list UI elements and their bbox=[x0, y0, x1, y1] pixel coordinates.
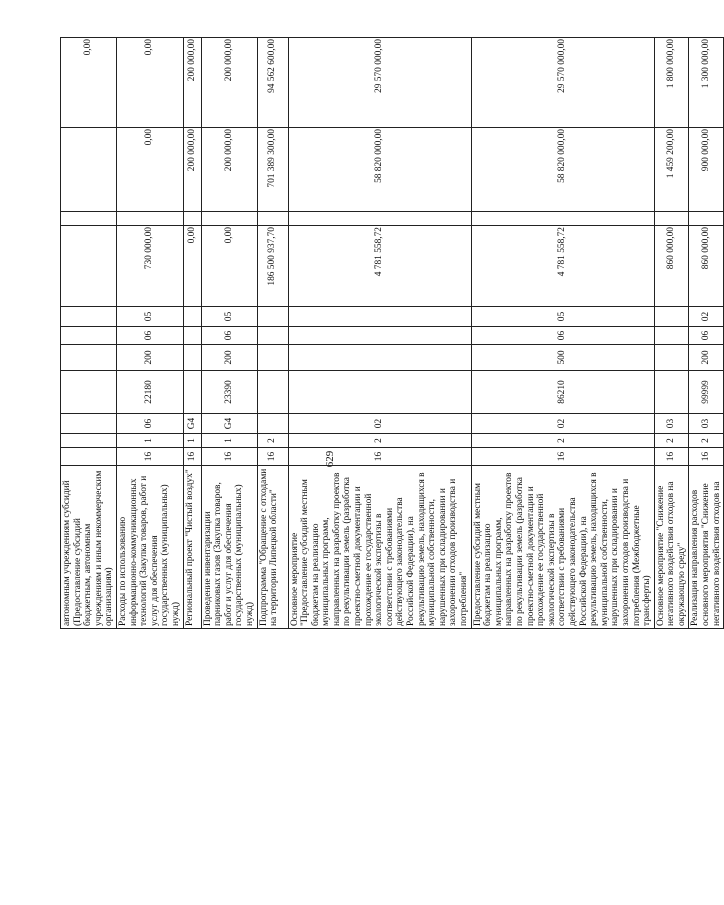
code-measure: G4 bbox=[201, 414, 257, 434]
sum-col-3: 1 459 200,00 bbox=[654, 128, 689, 212]
row-name: Основное мероприятие "Снижение негативного воздействия отходов на окружающую среду" bbox=[654, 466, 689, 629]
row-name: Региональный проект "Чистый воздух" bbox=[183, 466, 201, 629]
sum-col-2 bbox=[689, 212, 724, 226]
code-expense-type: 200 bbox=[201, 345, 257, 371]
page-number: 629 bbox=[324, 450, 336, 468]
code-gr: 16 bbox=[288, 448, 471, 466]
code-direction: 99999 bbox=[689, 371, 724, 414]
code-subprogram: 1 bbox=[183, 434, 201, 448]
sum-col-1: 4 781 558,72 bbox=[471, 226, 654, 307]
sum-col-1: 730 000,00 bbox=[116, 226, 183, 307]
code-measure: 03 bbox=[654, 414, 689, 434]
sum-col-1: 860 000,00 bbox=[689, 226, 724, 307]
code-gr: 16 bbox=[183, 448, 201, 466]
code-direction: 23390 bbox=[201, 371, 257, 414]
row-name: Расходы по использованию информационно-коммуникационных технологий (Закупка товаров, работ и услуг для обеспечения государственных (муниципальных) нужд) bbox=[116, 466, 183, 629]
sum-col-4: 1 800 000,00 bbox=[654, 38, 689, 128]
row-name: автономным учреждениям субсидий (Предоставление субсидий бюджетным, автономным учреждениям и иным некоммерческим организациям) bbox=[61, 466, 117, 629]
table-row bbox=[183, 38, 201, 629]
sum-col-4: 29 570 000,00 bbox=[471, 38, 654, 128]
code-direction bbox=[654, 371, 689, 414]
code-gr: 16 bbox=[116, 448, 183, 466]
code-section bbox=[257, 327, 288, 345]
code-subprogram: 2 bbox=[689, 434, 724, 448]
code-expense-type bbox=[61, 345, 117, 371]
code-measure: 02 bbox=[288, 414, 471, 434]
row-name: Предоставление субсидий местным бюджетам на реализацию муниципальных программ, направленных на разработку проектов по рекультивации земель (разработка проектно-сметной документации и прохождение ее государственной экологической экспертизы в соответствии с требованиями действующего законодательства Российской Федерации), на рекультивацию земель, находящихся в муниципальной собственности, нарушенных при складировании и захоронении отходов производства и потребления (Межбюджетные трансферты) bbox=[471, 466, 654, 629]
code-subprogram bbox=[61, 434, 117, 448]
code-section: 06 bbox=[201, 327, 257, 345]
sum-col-3: 58 820 000,00 bbox=[471, 128, 654, 212]
code-direction bbox=[257, 371, 288, 414]
sum-col-1: 186 500 937,70 bbox=[257, 226, 288, 307]
sum-col-2 bbox=[471, 212, 654, 226]
sum-col-3: 0,00 bbox=[116, 128, 183, 212]
code-subsection: 05 bbox=[116, 307, 183, 327]
code-expense-type bbox=[257, 345, 288, 371]
code-expense-type: 200 bbox=[116, 345, 183, 371]
code-direction bbox=[61, 371, 117, 414]
table-row bbox=[288, 38, 471, 629]
code-section: 06 bbox=[689, 327, 724, 345]
code-subsection bbox=[288, 307, 471, 327]
code-direction: 86210 bbox=[471, 371, 654, 414]
sum-col-3: 58 820 000,00 bbox=[288, 128, 471, 212]
row-name: Основное мероприятие "Предоставление субсидий местным бюджетам на реализацию муниципальных программ, направленных на разработку проектов по рекультивации земель (разработка проектно-сметной документации и прохождение ее государственной экологической экспертизы в соответствии с требованиями действующего законодательства Российской Федерации), на рекультивацию земель, находящихся в муниципальной собственности, нарушенных при складировании и захоронении отходов производства и потребления" bbox=[288, 466, 471, 629]
sum-col-1: 0,00 bbox=[201, 226, 257, 307]
sum-col-2 bbox=[116, 212, 183, 226]
code-direction: 22180 bbox=[116, 371, 183, 414]
table-row bbox=[257, 38, 288, 629]
code-section bbox=[654, 327, 689, 345]
code-subprogram: 2 bbox=[471, 434, 654, 448]
code-expense-type bbox=[654, 345, 689, 371]
sum-col-4: 0,00 bbox=[116, 38, 183, 128]
code-subsection bbox=[654, 307, 689, 327]
code-subsection: 05 bbox=[201, 307, 257, 327]
code-measure: 03 bbox=[689, 414, 724, 434]
sum-col-3: 900 000,00 bbox=[689, 128, 724, 212]
row-name: Реализация направления расходов основного мероприятия "Снижение негативного воздействия отходов на bbox=[689, 466, 724, 629]
code-section bbox=[183, 327, 201, 345]
code-expense-type bbox=[288, 345, 471, 371]
code-gr: 16 bbox=[471, 448, 654, 466]
code-measure: G4 bbox=[183, 414, 201, 434]
sum-col-1 bbox=[61, 226, 117, 307]
table-row bbox=[116, 38, 183, 629]
code-expense-type: 200 bbox=[689, 345, 724, 371]
code-gr: 16 bbox=[257, 448, 288, 466]
code-gr: 16 bbox=[689, 448, 724, 466]
sum-col-3 bbox=[61, 128, 117, 212]
sum-col-1: 0,00 bbox=[183, 226, 201, 307]
code-gr bbox=[61, 448, 117, 466]
row-name: Подпрограмма "Обращение с отходами на территории Липецкой области" bbox=[257, 466, 288, 629]
code-subprogram: 1 bbox=[116, 434, 183, 448]
code-section: 06 bbox=[471, 327, 654, 345]
sum-col-4: 1 300 000,00 bbox=[689, 38, 724, 128]
table-row bbox=[61, 38, 117, 629]
code-direction bbox=[183, 371, 201, 414]
code-expense-type: 500 bbox=[471, 345, 654, 371]
code-subprogram: 2 bbox=[654, 434, 689, 448]
sum-col-2 bbox=[288, 212, 471, 226]
table-body bbox=[61, 38, 724, 629]
sum-col-4: 200 000,00 bbox=[183, 38, 201, 128]
code-subprogram: 2 bbox=[288, 434, 471, 448]
code-measure bbox=[257, 414, 288, 434]
sum-col-2 bbox=[654, 212, 689, 226]
sum-col-2 bbox=[257, 212, 288, 226]
code-subsection bbox=[183, 307, 201, 327]
sum-col-4: 94 562 600,00 bbox=[257, 38, 288, 128]
code-expense-type bbox=[183, 345, 201, 371]
sum-col-1: 4 781 558,72 bbox=[288, 226, 471, 307]
sum-col-2 bbox=[183, 212, 201, 226]
code-gr: 16 bbox=[654, 448, 689, 466]
code-section bbox=[61, 327, 117, 345]
code-measure: 02 bbox=[471, 414, 654, 434]
sum-col-2 bbox=[61, 212, 117, 226]
table-row bbox=[201, 38, 257, 629]
sum-col-2 bbox=[201, 212, 257, 226]
code-subsection bbox=[257, 307, 288, 327]
code-measure: 06 bbox=[116, 414, 183, 434]
code-direction bbox=[288, 371, 471, 414]
code-gr: 16 bbox=[201, 448, 257, 466]
sum-col-3: 200 000,00 bbox=[201, 128, 257, 212]
code-subprogram: 1 bbox=[201, 434, 257, 448]
code-subprogram: 2 bbox=[257, 434, 288, 448]
budget-table bbox=[60, 37, 724, 629]
sum-col-4: 0,00 bbox=[61, 38, 117, 128]
sum-col-4: 29 570 000,00 bbox=[288, 38, 471, 128]
code-section bbox=[288, 327, 471, 345]
budget-table-wrapper bbox=[60, 38, 722, 629]
sum-col-4: 200 000,00 bbox=[201, 38, 257, 128]
code-measure bbox=[61, 414, 117, 434]
sum-col-1: 860 000,00 bbox=[654, 226, 689, 307]
sum-col-3: 200 000,00 bbox=[183, 128, 201, 212]
code-subsection: 02 bbox=[689, 307, 724, 327]
code-section: 06 bbox=[116, 327, 183, 345]
table-row bbox=[689, 38, 724, 629]
sum-col-3: 701 389 300,00 bbox=[257, 128, 288, 212]
code-subsection bbox=[61, 307, 117, 327]
table-row bbox=[654, 38, 689, 629]
code-subsection: 05 bbox=[471, 307, 654, 327]
table-row bbox=[471, 38, 654, 629]
row-name: Проведение инвентаризации парниковых газов (Закупка товаров, работ и услуг для обеспечения государственных (муниципальных) нужд) bbox=[201, 466, 257, 629]
